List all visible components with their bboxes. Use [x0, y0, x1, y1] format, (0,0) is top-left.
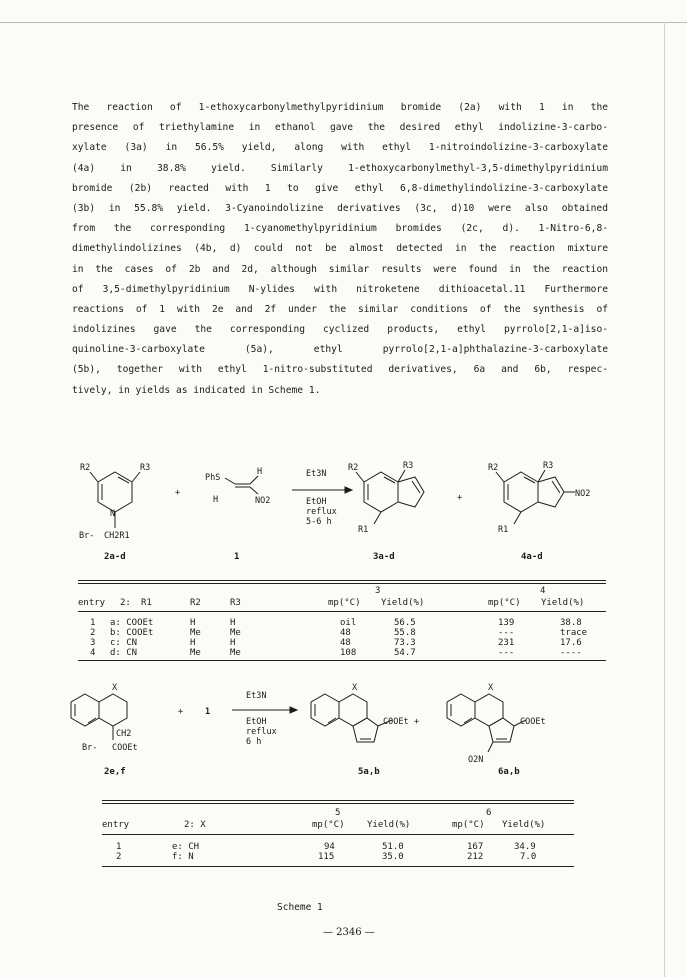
x-label: X: [352, 683, 358, 693]
condition-solvent: EtOH: [306, 497, 327, 507]
table-cell: 34.9: [514, 842, 536, 852]
col-header: mp(°C): [312, 820, 345, 830]
table-cell: e: CH: [172, 842, 200, 852]
no2-label: NO2: [255, 496, 271, 506]
o2n-label: O2N: [468, 755, 484, 765]
col-header: Yield(%): [367, 820, 411, 830]
table-cell: 2: [90, 628, 96, 638]
table-cell: Me: [230, 648, 241, 658]
condition-reflux: reflux: [246, 727, 277, 737]
compound-label-2e-f: 2e,f: [104, 767, 126, 777]
table-cell: 108: [340, 648, 357, 658]
col-header: R1: [141, 598, 152, 608]
group-header-6: 6: [486, 808, 492, 818]
table-cell: 35.0: [382, 852, 404, 862]
r3-label: R3: [543, 461, 554, 471]
condition-solvent: EtOH: [246, 717, 267, 727]
paragraph-line: of 3,5-dimethylpyridinium N-ylides with nitroketene dithioacetal.11 Furthermore: [72, 283, 608, 295]
table-cell: Me: [190, 648, 201, 658]
cooet-label: COOEt: [383, 717, 409, 727]
table-cell: ----: [560, 648, 582, 658]
paragraph-line: bromide (2b) reacted with 1 to give ethyl 6,8-dimethylindolizine-3-carboxylate: [72, 182, 608, 194]
paragraph-line: presence of triethylamine in ethanol gave the desired ethyl indolizine-3-carbo-: [72, 122, 608, 134]
group-header-3: 3: [375, 586, 381, 596]
compound-label-5a-b: 5a,b: [358, 767, 380, 777]
col-header: 2: X: [184, 820, 206, 830]
results-table-1: [78, 580, 606, 660]
table-cell: 1: [116, 842, 122, 852]
group-header-5: 5: [335, 808, 341, 818]
condition-time: 5-6 h: [306, 517, 332, 527]
bromide-label: Br-: [82, 743, 98, 753]
table-cell: 231: [498, 638, 515, 648]
scheme-caption: Scheme 1: [277, 902, 323, 913]
table-cell: 212: [467, 852, 484, 862]
table-cell: H: [190, 638, 196, 648]
r3-label: R3: [140, 463, 151, 473]
paragraph-line: (5b), together with ethyl 1-nitro-substituted derivatives, 6a and 6b, respec-: [72, 364, 608, 376]
table-cell: 17.6: [560, 638, 582, 648]
col-header: mp(°C): [328, 598, 361, 608]
page-number: — 2346 —: [323, 927, 375, 938]
table-cell: 139: [498, 618, 515, 628]
condition-base: Et3N: [306, 469, 327, 479]
plus-sign: +: [457, 493, 463, 503]
paragraph-line: reactions of 1 with 2e and 2f under the similar conditions of the synthesis of: [72, 303, 608, 315]
table-cell: H: [190, 618, 196, 628]
table-cell: 56.5: [394, 618, 416, 628]
r1-label: R1: [498, 525, 509, 535]
paragraph-line: quinoline-3-carboxylate (5a), ethyl pyrrolo[2,1-a]phthalazine-3-carboxylate: [72, 344, 608, 356]
col-header: Yield(%): [381, 598, 425, 608]
r1-label: R1: [358, 525, 369, 535]
compound-label-3a-d: 3a-d: [373, 552, 395, 562]
table-cell: 73.3: [394, 638, 416, 648]
condition-base: Et3N: [246, 691, 267, 701]
paragraph-line: from the corresponding 1-cyanomethylpyridinium bromides (2c, d). 1-Nitro-6,8-: [72, 223, 608, 235]
table-cell: 2: [116, 852, 122, 862]
table-cell: 167: [467, 842, 484, 852]
table-cell: 48: [340, 638, 351, 648]
table-cell: d: CN: [110, 648, 138, 658]
r2-label: R2: [80, 463, 91, 473]
n-plus-label: N: [110, 509, 116, 519]
paragraph-line: xylate (3a) in 56.5% yield, along with ethyl 1-nitroindolizine-3-carboxylate: [72, 142, 608, 154]
r2-label: R2: [488, 463, 499, 473]
cooet-label: COOEt: [112, 743, 138, 753]
table-cell: trace: [560, 628, 588, 638]
r3-label: R3: [403, 461, 414, 471]
col-header: Yield(%): [541, 598, 585, 608]
table-cell: 1: [90, 618, 96, 628]
col-header: mp(°C): [452, 820, 485, 830]
results-table-2: [102, 800, 574, 868]
bromide-label: Br-: [79, 531, 95, 541]
table-cell: 115: [318, 852, 335, 862]
col-header: mp(°C): [488, 598, 521, 608]
col-header: 2:: [120, 598, 131, 608]
table-cell: H: [230, 618, 236, 628]
plus-sign: +: [175, 488, 181, 498]
col-header: entry: [78, 598, 106, 608]
table-cell: oil: [340, 618, 357, 628]
condition-reflux: reflux: [306, 507, 337, 517]
table-cell: 3: [90, 638, 96, 648]
col-header: Yield(%): [502, 820, 546, 830]
h-label: H: [213, 495, 219, 505]
condition-time: 6 h: [246, 737, 262, 747]
table-cell: 94: [324, 842, 335, 852]
group-header-4: 4: [540, 586, 546, 596]
table-cell: b: COOEt: [110, 628, 154, 638]
table-cell: a: COOEt: [110, 618, 154, 628]
reagent-1-label: 1: [205, 707, 211, 717]
paragraph-line: dimethylindolizines (4b, d) could not be almost detected in the reaction mixture: [72, 243, 608, 255]
paragraph-line: (4a) in 38.8% yield. Similarly 1-ethoxycarbonylmethyl-3,5-dimethylpyridinium: [72, 162, 608, 174]
page-top-rule: [0, 22, 687, 23]
plus-sign: +: [414, 717, 420, 727]
table-cell: 48: [340, 628, 351, 638]
table-cell: 55.8: [394, 628, 416, 638]
table-cell: 51.0: [382, 842, 404, 852]
compound-label-2a-d: 2a-d: [104, 552, 126, 562]
ch2-label: CH2: [116, 729, 132, 739]
cooet-label: COOEt: [520, 717, 546, 727]
table-cell: H: [230, 638, 236, 648]
table-cell: ---: [498, 648, 515, 658]
compound-label-1: 1: [234, 552, 240, 562]
plus-sign: +: [178, 707, 184, 717]
table-cell: 7.0: [520, 852, 537, 862]
h-label: H: [257, 467, 263, 477]
body-paragraph: [72, 98, 608, 401]
phs-label: PhS: [205, 473, 221, 483]
table-cell: 38.8: [560, 618, 582, 628]
compound-label-6a-b: 6a,b: [498, 767, 520, 777]
paragraph-line: in the cases of 2b and 2d, although similar results were found in the reaction: [72, 263, 608, 275]
paragraph-line: (3b) in 55.8% yield. 3-Cyanoindolizine derivatives (3c, d)10 were also obtained: [72, 202, 608, 214]
paragraph-line: indolizines gave the corresponding cyclized products, ethyl pyrrolo[2,1-a]iso-: [72, 324, 608, 336]
paragraph-line: The reaction of 1-ethoxycarbonylmethylpyridinium bromide (2a) with 1 in the: [72, 102, 608, 113]
compound-label-4a-d: 4a-d: [521, 552, 543, 562]
x-label: X: [112, 683, 118, 693]
col-header: entry: [102, 820, 130, 830]
ch2r1-label: CH2R1: [104, 531, 130, 541]
table-cell: c: CN: [110, 638, 138, 648]
table-cell: 54.7: [394, 648, 416, 658]
col-header: R3: [230, 598, 241, 608]
pyridinium-ring: [98, 472, 132, 512]
r2-label: R2: [348, 463, 359, 473]
table-cell: f: N: [172, 852, 194, 862]
table-cell: Me: [230, 628, 241, 638]
table-cell: Me: [190, 628, 201, 638]
paragraph-line: tively, in yields as indicated in Scheme 1.: [72, 384, 321, 396]
reaction-2-scheme: [0, 672, 687, 782]
no2-label: NO2: [575, 489, 591, 499]
table-cell: 4: [90, 648, 96, 658]
x-label: X: [488, 683, 494, 693]
col-header: R2: [190, 598, 201, 608]
table-cell: ---: [498, 628, 515, 638]
